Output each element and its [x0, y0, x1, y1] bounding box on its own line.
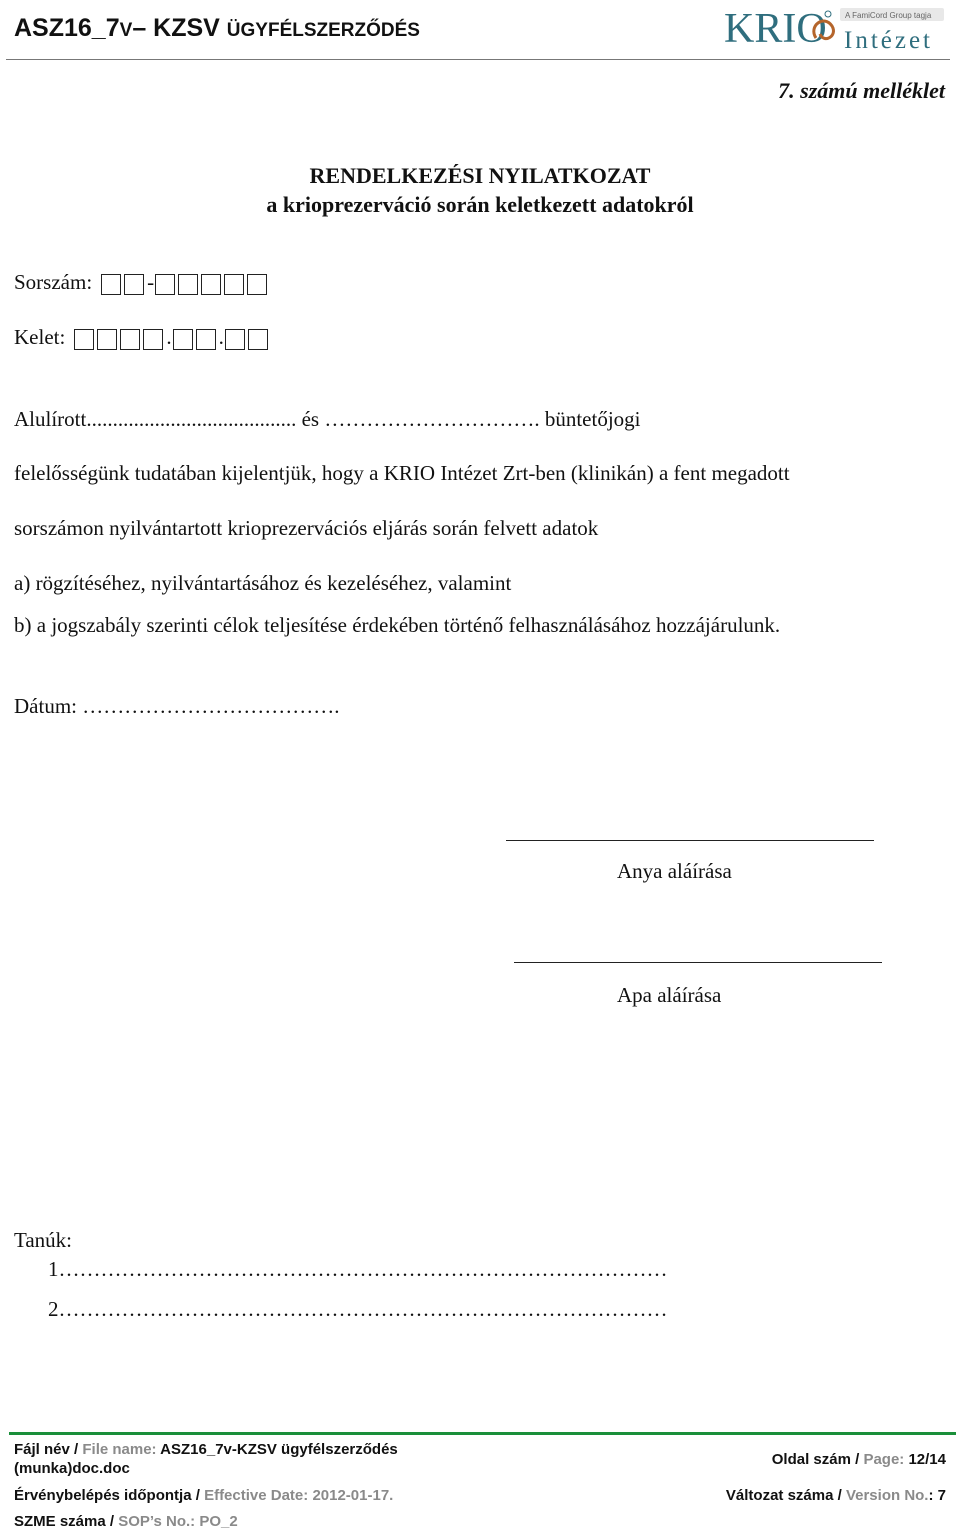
date-digit-box[interactable]	[225, 329, 245, 350]
witness-1-line[interactable]: 1……………………………………………………………………………	[48, 1257, 668, 1281]
document-code	[14, 14, 420, 43]
appendix-label: 7. számú melléklet	[778, 78, 945, 103]
effective-label-en: Effective Date:	[204, 1487, 313, 1504]
serial-digit-box[interactable]	[124, 274, 144, 295]
file-label-en: File name:	[82, 1441, 161, 1458]
sop-value: : PO_2	[190, 1513, 238, 1530]
serial-digit-box[interactable]	[178, 274, 198, 295]
date-digit-box[interactable]	[120, 329, 140, 350]
date-digit-box[interactable]	[74, 329, 94, 350]
sop-label-hu: SZME száma /	[14, 1513, 119, 1530]
serial-label: Sorszám:	[14, 270, 93, 294]
date-digit-box[interactable]	[97, 329, 117, 350]
body-line-1: Alulírott........................................ és …………………………. büntetőjogi	[14, 407, 641, 431]
header-divider	[6, 59, 950, 60]
mother-signature-line[interactable]	[506, 840, 874, 841]
page-label-en: Page:	[863, 1451, 909, 1468]
serial-number-field	[14, 270, 270, 295]
body-line-3: sorszámon nyilvántartott krioprezervációs eljárás során felvett adatok	[14, 516, 599, 540]
footer-file-name-cont: (munka)doc.doc	[14, 1460, 130, 1477]
footer-effective-date	[14, 1487, 393, 1504]
title-line-2: a krioprezerváció során keletkezett adatokról	[266, 192, 694, 217]
document-code-prefix: ASZ16_7	[14, 14, 120, 42]
witness-2-line[interactable]: 2……………………………………………………………………………	[48, 1297, 668, 1321]
father-signature-line[interactable]	[514, 962, 882, 963]
serial-separator: -	[147, 270, 155, 294]
date-digit-box[interactable]	[173, 329, 193, 350]
footer-file-name	[14, 1441, 398, 1458]
footer-divider	[9, 1432, 956, 1435]
date-label: Kelet:	[14, 325, 66, 349]
document-title	[0, 161, 960, 219]
document-type: ÜGYFÉLSZERZŐDÉS	[226, 20, 420, 41]
date-digit-box[interactable]	[143, 329, 163, 350]
serial-digit-box[interactable]	[201, 274, 221, 295]
body-line-2: felelősségünk tudatában kijelentjük, hogy a KRIO Intézet Zrt-ben (klinikán) a fent megadott	[14, 461, 790, 485]
father-signature-label: Apa aláírása	[617, 983, 722, 1007]
logo-krio-text: KRIO	[724, 6, 827, 52]
consent-item-a: a) rögzítéséhez, nyilvántartásához és kezeléséhez, valamint	[14, 571, 512, 595]
logo-institute-text: Intézet	[844, 27, 934, 54]
krio-logo	[724, 4, 946, 56]
sop-label-en: SOP’s No.	[118, 1513, 191, 1530]
footer-page-number	[772, 1451, 946, 1468]
page-number-value: 12/14	[908, 1451, 946, 1468]
page-label-hu: Oldal szám /	[771, 1451, 864, 1468]
group-badge-text: A FamiCord Group tagja	[845, 11, 932, 20]
mother-signature-label: Anya aláírása	[617, 859, 732, 883]
date-field	[14, 325, 271, 350]
title-line-1: RENDELKEZÉSI NYILATKOZAT	[309, 163, 651, 188]
version-label-hu: Változat száma /	[725, 1487, 846, 1504]
date-digit-box[interactable]	[248, 329, 268, 350]
footer-version	[726, 1487, 946, 1504]
document-code-version: V	[119, 20, 133, 41]
consent-item-b: b) a jogszabály szerinti célok teljesítése érdekében történő felhasználásához hozzájárulunk.	[14, 613, 781, 637]
date-separator: .	[166, 325, 172, 349]
serial-digit-box[interactable]	[224, 274, 244, 295]
footer-sop-number	[14, 1513, 238, 1530]
document-code-suffix: – KZSV	[132, 14, 227, 42]
effective-label-hu: Érvénybelépés időpontja /	[14, 1487, 205, 1504]
effective-date-value: 2012-01-17.	[312, 1487, 394, 1504]
date-digit-box[interactable]	[196, 329, 216, 350]
version-value: : 7	[928, 1487, 946, 1504]
date-separator: .	[218, 325, 224, 349]
file-label-hu: Fájl név /	[14, 1441, 83, 1458]
witnesses-label: Tanúk:	[14, 1228, 73, 1252]
file-name-value: ASZ16_7v-KZSV ügyfélszerződés	[160, 1441, 398, 1458]
serial-digit-box[interactable]	[101, 274, 121, 295]
version-label-en: Version No.	[845, 1487, 929, 1504]
datum-field[interactable]: Dátum: ……………………………….	[14, 694, 340, 718]
serial-digit-box[interactable]	[155, 274, 175, 295]
serial-digit-box[interactable]	[247, 274, 267, 295]
